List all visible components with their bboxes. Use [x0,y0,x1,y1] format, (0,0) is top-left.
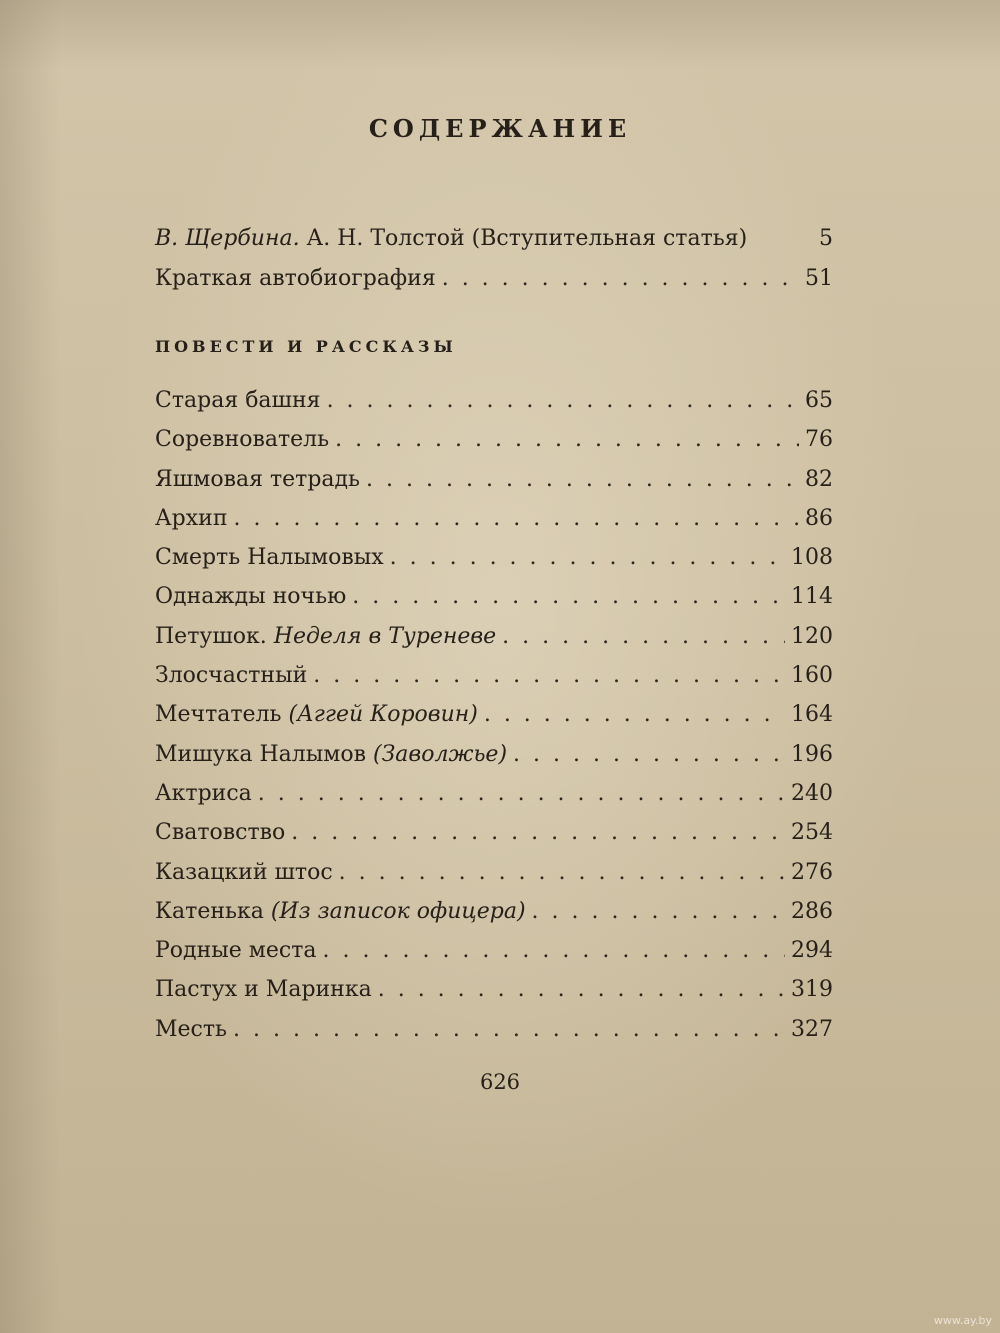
toc-row-autobiography [155,266,833,306]
dot-leader [513,742,785,767]
entry-title-text: Актриса [155,780,252,806]
intro-toc [155,226,833,306]
entry-page-number: 160 [791,663,833,689]
entry-title-text: Петушок. [155,623,274,649]
page-number: 626 [479,1070,521,1094]
entry-title-text: Однажды ночью [155,584,347,610]
entry-page-number: 327 [791,1016,833,1042]
entry-page-number: 164 [791,702,833,728]
entry-title [155,584,346,609]
entry-page-number: 65 [805,388,833,413]
entry-title [155,624,496,649]
entry-title-text: Архип [155,505,228,531]
entry-title-text: Соревнователь [155,427,330,453]
page-shadow-top [0,0,1000,70]
entry-title-text: А. Н. Толстой (Вступительная статья) [299,226,748,251]
page-title: СОДЕРЖАНИЕ [368,114,632,143]
toc-row-intro-article [155,226,833,266]
toc-row [155,938,833,977]
dot-leader [484,702,785,727]
dot-leader [233,1017,785,1042]
entry-subtitle: Неделя в Туреневе [273,623,497,649]
toc-row [155,899,833,938]
entry-page-number: 108 [791,545,833,571]
entry-page-number: 196 [791,741,833,767]
entry-subtitle: (Аггей Коровин) [288,702,478,728]
entry-title-text: Катенька [155,898,271,924]
dot-leader [366,467,799,492]
page-shadow-left [0,0,60,1333]
entry-title [155,820,285,845]
toc-row [155,702,833,741]
toc-row [155,506,833,545]
entry-page-number: 294 [791,938,833,964]
entry-page-number: 82 [805,466,833,492]
entry-title [155,427,329,452]
dot-leader [327,388,799,413]
entry-title [155,899,526,924]
entry-title-text: Яшмовая тетрадь [155,466,361,492]
entry-title [155,742,507,767]
entry-title-text: Мишука Налымов [155,741,373,767]
entry-title-text: Смерть Налымовых [155,545,384,571]
entry-title [155,938,317,963]
dot-leader [313,663,785,688]
toc-row [155,584,833,623]
entry-page-number: 254 [791,820,833,846]
entry-title [155,506,227,531]
entry-title: Краткая автобиография [155,266,436,291]
entry-title [155,545,384,570]
toc-row [155,663,833,702]
entry-subtitle: (Из записок офицера) [270,898,526,924]
entry-title-text: Сватовство [155,820,286,846]
toc-row [155,427,833,466]
toc-row [155,545,833,584]
entry-title-text: Казацкий штос [155,859,333,885]
dot-leader [390,545,785,570]
dot-leader [532,899,785,924]
entry-page-number: 5 [819,226,833,251]
entry-author: В. Щербина. [155,226,300,251]
entry-title-text: Мечтатель [155,702,289,728]
toc-row [155,624,833,663]
dot-leader [378,977,785,1002]
dot-leader [323,938,785,963]
entry-page-number: 76 [805,427,833,453]
dot-leader [352,584,785,609]
entry-title [155,226,747,251]
dot-leader [502,624,785,649]
entry-title [155,860,333,885]
toc-row [155,860,833,899]
toc-row [155,781,833,820]
entry-title-text: Злосчастный [155,663,308,689]
entry-title [155,1017,227,1042]
watermark: www.ay.by [933,1314,992,1327]
entry-page-number: 120 [791,623,833,649]
dot-leader [258,781,785,806]
toc-row [155,820,833,859]
toc-row [155,977,833,1016]
stories-toc [155,388,833,1056]
entry-page-number: 51 [805,266,833,291]
dot-leader [291,820,785,845]
entry-title-text: Месть [155,1016,228,1042]
entry-page-number: 276 [791,859,833,885]
entry-page-number: 319 [791,977,833,1003]
entry-title [155,977,372,1002]
entry-title-text: Пастух и Маринка [155,977,372,1003]
toc-row [155,1017,833,1056]
entry-page-number: 240 [791,780,833,806]
entry-title [155,388,321,413]
entry-title [155,467,360,492]
toc-row [155,742,833,781]
toc-row [155,388,833,427]
entry-page-number: 114 [791,584,833,610]
dot-leader [233,506,799,531]
dot-leader [335,427,799,452]
entry-title-text: Старая башня [155,388,321,413]
dot-leader [442,266,799,291]
entry-page-number: 286 [791,898,833,924]
section-heading: ПОВЕСТИ И РАССКАЗЫ [155,337,457,356]
entry-title [155,781,252,806]
entry-subtitle: (Заволжье) [372,741,508,767]
dot-leader [339,860,785,885]
entry-title [155,663,307,688]
entry-title [155,702,478,727]
toc-row [155,467,833,506]
entry-title-text: Родные места [155,938,317,964]
entry-page-number: 86 [805,505,833,531]
